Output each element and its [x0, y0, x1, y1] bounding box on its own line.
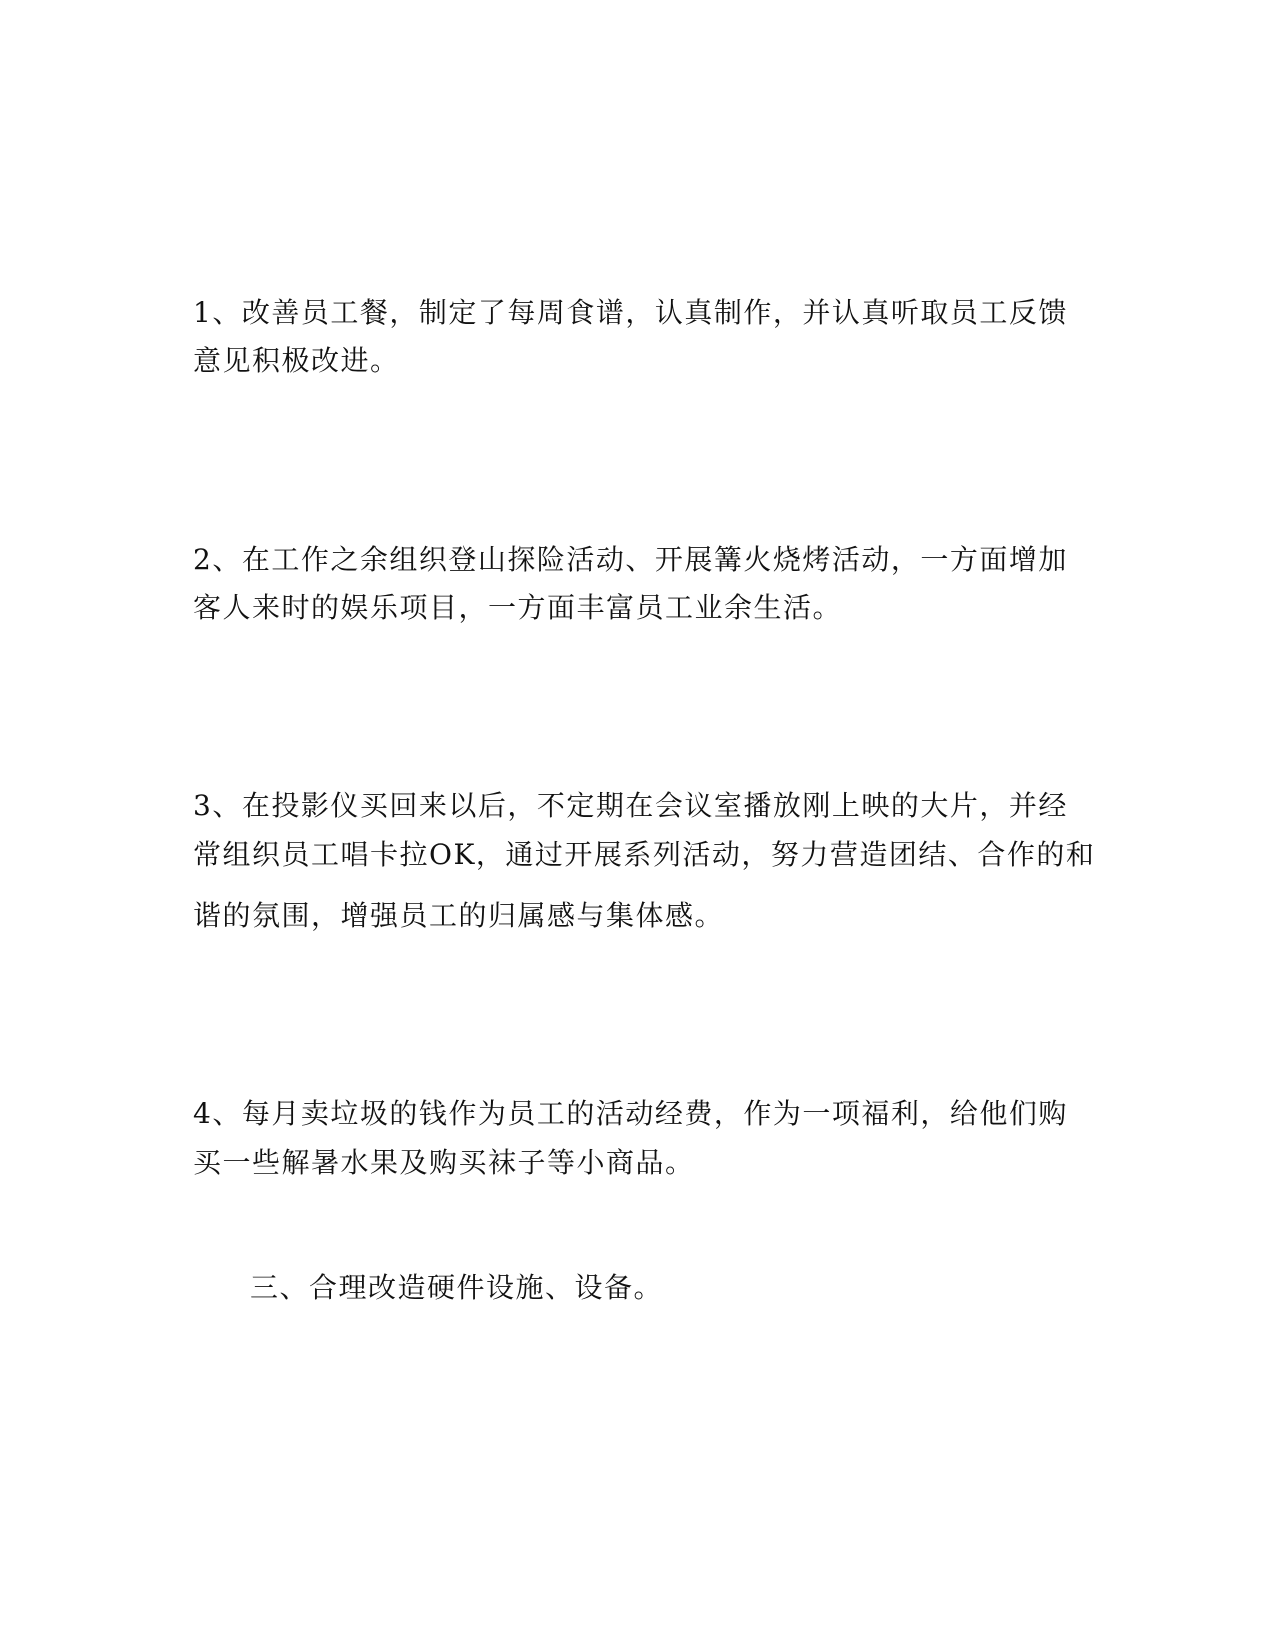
paragraph-line: 4、每月卖垃圾的钱作为员工的活动经费，作为一项福利，给他们购 — [193, 1097, 1068, 1130]
paragraph-line: 1、改善员工餐，制定了每周食谱，认真制作，并认真听取员工反馈 — [193, 296, 1068, 329]
section-heading: 三、合理改造硬件设施、设备。 — [250, 1271, 664, 1304]
paragraph-line: 意见积极改进。 — [193, 344, 400, 377]
paragraph-line: 买一些解暑水果及购买袜子等小商品。 — [193, 1146, 695, 1179]
paragraph-line: 谐的氛围，增强员工的归属感与集体感。 — [193, 899, 725, 932]
paragraph-line: 3、在投影仪买回来以后，不定期在会议室播放刚上映的大片，并经 — [193, 789, 1068, 822]
paragraph-line: 客人来时的娱乐项目，一方面丰富员工业余生活。 — [193, 591, 843, 624]
paragraph-line: 常组织员工唱卡拉OK，通过开展系列活动，努力营造团结、合作的和 — [193, 838, 1096, 871]
paragraph-line: 2、在工作之余组织登山探险活动、开展篝火烧烤活动，一方面增加 — [193, 543, 1068, 576]
